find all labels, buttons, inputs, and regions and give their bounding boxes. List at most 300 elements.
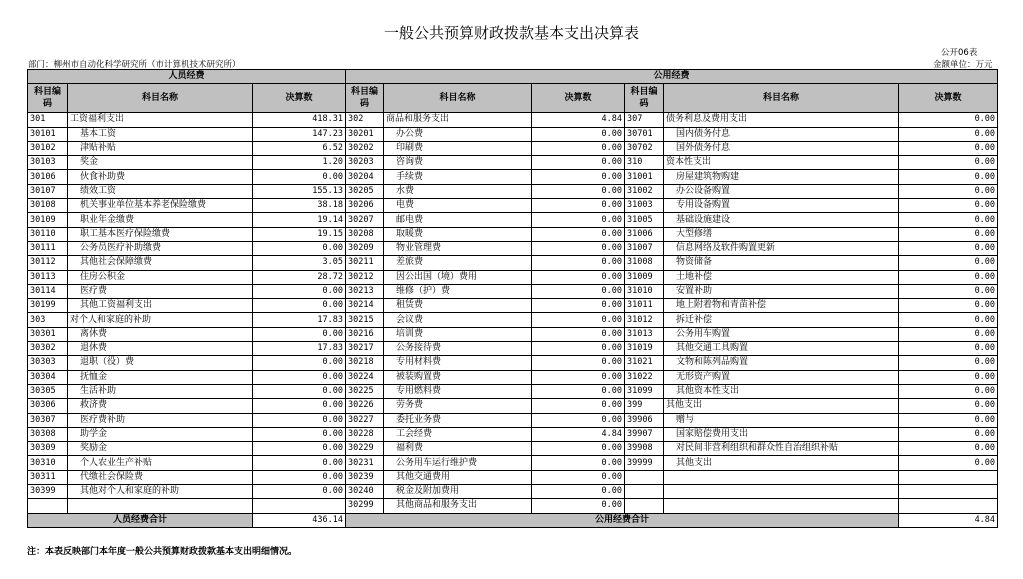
personnel-section-header: 人员经费 [28,70,346,84]
public-goods-amount-cell: 0.00 [532,499,625,513]
personnel-name-cell: 生活补助 [68,384,253,398]
personnel-amount-cell: 0.00 [253,241,346,255]
personnel-amount-cell: 0.00 [253,413,346,427]
public-other-name-cell: 对民间非营利组织和群众性自治组织补贴 [664,442,899,456]
public-other-name-cell: 公务用车购置 [664,327,899,341]
personnel-name-cell: 退职（役）费 [68,356,253,370]
personnel-total-value: 436.14 [253,513,346,527]
public-other-name-cell: 资本性支出 [664,156,899,170]
personnel-name-cell: 代缴社会保险费 [68,470,253,484]
personnel-name-cell: 其他工资福利支出 [68,299,253,313]
public-other-amount-cell: 0.00 [899,127,998,141]
public-goods-name-cell: 租赁费 [384,299,532,313]
public-goods-name-cell: 办公费 [384,127,532,141]
personnel-code-cell: 30305 [28,384,68,398]
public-other-name-cell [664,485,899,499]
public-goods-code-cell: 30225 [346,384,384,398]
public-other-code-cell: 39907 [625,427,664,441]
table-row [28,399,998,413]
public-goods-amount-cell: 0.00 [532,399,625,413]
personnel-amount-cell: 155.13 [253,184,346,198]
personnel-amount-cell [253,499,346,513]
public-goods-name-cell: 工会经费 [384,427,532,441]
personnel-name-cell: 奖金 [68,156,253,170]
public-goods-amount-cell: 0.00 [532,442,625,456]
public-goods-amount-cell: 0.00 [532,156,625,170]
personnel-code-cell: 30108 [28,199,68,213]
public-other-name-cell: 文物和陈列品购置 [664,356,899,370]
department-label: 部门：柳州市自动化科学研究所（市计算机技术研究所） [28,60,241,70]
personnel-code-cell: 30311 [28,470,68,484]
personnel-name-cell: 职工基本医疗保险缴费 [68,227,253,241]
personnel-code-cell: 30110 [28,227,68,241]
personnel-amount-cell: 1.20 [253,156,346,170]
public-other-amount-cell: 0.00 [899,299,998,313]
public-goods-code-cell: 30217 [346,342,384,356]
personnel-code-cell: 30109 [28,213,68,227]
public-other-code-cell [625,485,664,499]
col-amount-header: 决算数 [899,84,998,113]
personnel-amount-cell: 17.83 [253,313,346,327]
personnel-name-cell: 绩效工资 [68,184,253,198]
public-other-code-cell: 31003 [625,199,664,213]
personnel-code-cell: 30399 [28,485,68,499]
personnel-amount-cell: 0.00 [253,427,346,441]
personnel-amount-cell: 0.00 [253,485,346,499]
personnel-code-cell: 30301 [28,327,68,341]
table-row [28,327,998,341]
personnel-amount-cell: 147.23 [253,127,346,141]
col-amount-header: 决算数 [532,84,625,113]
public-goods-code-cell: 30227 [346,413,384,427]
public-other-amount-cell: 0.00 [899,384,998,398]
personnel-code-cell: 30303 [28,356,68,370]
public-other-code-cell: 31019 [625,342,664,356]
table-row [28,184,998,198]
personnel-amount-cell: 0.00 [253,399,346,413]
col-amount-header: 决算数 [253,84,346,113]
personnel-code-cell: 301 [28,113,68,127]
personnel-name-cell: 抚恤金 [68,370,253,384]
public-goods-name-cell: 商品和服务支出 [384,113,532,127]
table-row [28,413,998,427]
public-goods-code-cell: 30215 [346,313,384,327]
public-other-amount-cell: 0.00 [899,141,998,155]
personnel-amount-cell: 0.00 [253,356,346,370]
public-goods-code-cell: 30209 [346,241,384,255]
public-goods-amount-cell: 0.00 [532,370,625,384]
public-other-code-cell: 39908 [625,442,664,456]
public-goods-code-cell: 30207 [346,213,384,227]
public-goods-amount-cell: 0.00 [532,470,625,484]
col-name-header: 科目名称 [384,84,532,113]
public-goods-amount-cell: 0.00 [532,299,625,313]
personnel-name-cell: 工资福利支出 [68,113,253,127]
public-other-name-cell: 其他交通工具购置 [664,342,899,356]
public-other-amount-cell: 0.00 [899,284,998,298]
public-goods-code-cell: 30224 [346,370,384,384]
table-row [28,113,998,127]
personnel-code-cell [28,499,68,513]
col-code-header: 科目编码 [346,84,384,113]
table-row [28,256,998,270]
public-goods-amount-cell: 0.00 [532,313,625,327]
public-other-code-cell: 31021 [625,356,664,370]
public-other-name-cell: 土地补偿 [664,270,899,284]
personnel-name-cell: 职业年金缴费 [68,213,253,227]
public-goods-name-cell: 差旅费 [384,256,532,270]
personnel-amount-cell: 6.52 [253,141,346,155]
public-goods-amount-cell: 0.00 [532,342,625,356]
public-other-amount-cell: 0.00 [899,270,998,284]
public-goods-code-cell: 30208 [346,227,384,241]
public-goods-amount-cell: 0.00 [532,256,625,270]
public-other-code-cell: 31006 [625,227,664,241]
public-goods-code-cell: 30228 [346,427,384,441]
public-goods-code-cell: 30211 [346,256,384,270]
public-goods-code-cell: 30204 [346,170,384,184]
public-goods-name-cell: 水费 [384,184,532,198]
personnel-code-cell: 30309 [28,442,68,456]
public-other-code-cell: 31005 [625,213,664,227]
public-goods-amount-cell: 0.00 [532,170,625,184]
public-goods-code-cell: 30214 [346,299,384,313]
public-goods-amount-cell: 0.00 [532,356,625,370]
public-goods-name-cell: 公务用车运行维护费 [384,456,532,470]
public-other-name-cell [664,470,899,484]
personnel-code-cell: 30306 [28,399,68,413]
public-other-amount-cell: 0.00 [899,241,998,255]
public-other-code-cell: 31010 [625,284,664,298]
public-goods-code-cell: 30202 [346,141,384,155]
col-code-header: 科目编码 [625,84,664,113]
public-other-amount-cell: 0.00 [899,113,998,127]
public-goods-amount-cell: 0.00 [532,184,625,198]
public-goods-amount-cell: 0.00 [532,141,625,155]
public-goods-name-cell: 委托业务费 [384,413,532,427]
personnel-name-cell: 医疗费补助 [68,413,253,427]
public-goods-code-cell: 302 [346,113,384,127]
table-row [28,370,998,384]
personnel-code-cell: 30304 [28,370,68,384]
col-name-header: 科目名称 [664,84,899,113]
public-other-amount-cell: 0.00 [899,356,998,370]
public-goods-amount-cell: 0.00 [532,327,625,341]
personnel-name-cell: 离休费 [68,327,253,341]
public-other-name-cell: 赠与 [664,413,899,427]
personnel-code-cell: 30106 [28,170,68,184]
public-goods-name-cell: 培训费 [384,327,532,341]
footnote: 注：本表反映部门本年度一般公共预算财政拨款基本支出明细情况。 [27,547,298,557]
personnel-name-cell: 退休费 [68,342,253,356]
table-row [28,213,998,227]
table-row [28,499,998,513]
public-other-amount-cell: 0.00 [899,456,998,470]
personnel-name-cell: 基本工资 [68,127,253,141]
personnel-amount-cell: 0.00 [253,170,346,184]
expenditure-table [27,69,998,528]
public-goods-code-cell: 30205 [346,184,384,198]
public-other-code-cell: 31009 [625,270,664,284]
public-goods-name-cell: 被装购置费 [384,370,532,384]
personnel-amount-cell: 0.00 [253,442,346,456]
public-goods-name-cell: 税金及附加费用 [384,485,532,499]
personnel-name-cell: 公务员医疗补助缴费 [68,241,253,255]
public-total-value: 4.84 [899,513,998,527]
public-other-name-cell: 地上附着物和青苗补偿 [664,299,899,313]
personnel-amount-cell: 19.15 [253,227,346,241]
public-other-amount-cell: 0.00 [899,170,998,184]
personnel-code-cell: 30308 [28,427,68,441]
public-goods-code-cell: 30218 [346,356,384,370]
public-other-amount-cell: 0.00 [899,342,998,356]
public-goods-name-cell: 维修（护）费 [384,284,532,298]
public-other-amount-cell: 0.00 [899,213,998,227]
public-goods-code-cell: 30203 [346,156,384,170]
public-other-code-cell [625,470,664,484]
public-goods-name-cell: 印刷费 [384,141,532,155]
table-row [28,384,998,398]
personnel-amount-cell: 17.83 [253,342,346,356]
personnel-code-cell: 30199 [28,299,68,313]
public-other-name-cell: 大型修缮 [664,227,899,241]
public-goods-amount-cell: 0.00 [532,384,625,398]
public-total-label: 公用经费合计 [346,513,899,527]
table-row [28,485,998,499]
personnel-code-cell: 30102 [28,141,68,155]
personnel-code-cell: 30302 [28,342,68,356]
table-row [28,356,998,370]
public-goods-amount-cell: 0.00 [532,456,625,470]
personnel-name-cell: 其他对个人和家庭的补助 [68,485,253,499]
personnel-amount-cell: 0.00 [253,327,346,341]
public-other-name-cell: 办公设备购置 [664,184,899,198]
personnel-name-cell: 个人农业生产补贴 [68,456,253,470]
public-other-code-cell: 307 [625,113,664,127]
personnel-amount-cell: 0.00 [253,470,346,484]
public-goods-amount-cell: 0.00 [532,227,625,241]
table-row [28,313,998,327]
personnel-amount-cell: 19.14 [253,213,346,227]
public-other-name-cell [664,499,899,513]
page-title: 一般公共预算财政拨款基本支出决算表 [383,24,639,42]
public-other-amount-cell: 0.00 [899,256,998,270]
public-goods-code-cell: 30201 [346,127,384,141]
public-goods-code-cell: 30212 [346,270,384,284]
public-goods-name-cell: 咨询费 [384,156,532,170]
public-goods-amount-cell: 0.00 [532,213,625,227]
personnel-code-cell: 30111 [28,241,68,255]
public-other-amount-cell: 0.00 [899,156,998,170]
personnel-code-cell: 30112 [28,256,68,270]
public-goods-amount-cell: 0.00 [532,413,625,427]
public-other-code-cell: 31011 [625,299,664,313]
public-other-name-cell: 其他资本性支出 [664,384,899,398]
personnel-name-cell: 伙食补助费 [68,170,253,184]
public-goods-name-cell: 取暖费 [384,227,532,241]
table-row [28,342,998,356]
public-goods-code-cell: 30226 [346,399,384,413]
public-other-amount-cell: 0.00 [899,427,998,441]
personnel-amount-cell: 0.00 [253,299,346,313]
public-goods-name-cell: 手续费 [384,170,532,184]
public-other-name-cell: 其他支出 [664,399,899,413]
public-goods-name-cell: 劳务费 [384,399,532,413]
public-other-code-cell: 31001 [625,170,664,184]
table-row [28,470,998,484]
public-goods-amount-cell: 4.84 [532,113,625,127]
public-other-amount-cell [899,485,998,499]
public-other-amount-cell: 0.00 [899,184,998,198]
public-other-code-cell: 31002 [625,184,664,198]
personnel-code-cell: 30310 [28,456,68,470]
public-goods-name-cell: 其他交通费用 [384,470,532,484]
public-other-amount-cell: 0.00 [899,413,998,427]
table-row [28,170,998,184]
personnel-amount-cell: 0.00 [253,284,346,298]
public-other-code-cell: 31013 [625,327,664,341]
public-other-name-cell: 国内债务付息 [664,127,899,141]
public-other-code-cell: 31012 [625,313,664,327]
personnel-amount-cell: 3.05 [253,256,346,270]
public-goods-name-cell: 因公出国（境）费用 [384,270,532,284]
table-row [28,199,998,213]
public-goods-name-cell: 公务接待费 [384,342,532,356]
table-row [28,284,998,298]
public-other-name-cell: 债务利息及费用支出 [664,113,899,127]
personnel-name-cell: 津贴补贴 [68,141,253,155]
public-other-name-cell: 信息网络及软件购置更新 [664,241,899,255]
public-other-amount-cell [899,470,998,484]
public-other-amount-cell: 0.00 [899,313,998,327]
table-row [28,456,998,470]
public-goods-code-cell: 30213 [346,284,384,298]
public-goods-code-cell: 30240 [346,485,384,499]
personnel-name-cell: 奖励金 [68,442,253,456]
personnel-amount-cell: 0.00 [253,384,346,398]
public-other-name-cell: 无形资产购置 [664,370,899,384]
public-goods-name-cell: 其他商品和服务支出 [384,499,532,513]
public-other-name-cell: 房屋建筑物购建 [664,170,899,184]
public-other-code-cell: 31022 [625,370,664,384]
table-row [28,127,998,141]
personnel-amount-cell: 0.00 [253,370,346,384]
public-other-code-cell: 30702 [625,141,664,155]
personnel-name-cell: 机关事业单位基本养老保险缴费 [68,199,253,213]
unit-label: 金额单位：万元 [933,60,993,70]
public-other-amount-cell: 0.00 [899,442,998,456]
public-other-name-cell: 基础设施建设 [664,213,899,227]
public-section-header: 公用经费 [346,70,998,84]
table-row [28,241,998,255]
public-goods-code-cell: 30206 [346,199,384,213]
personnel-amount-cell: 418.31 [253,113,346,127]
personnel-name-cell: 救济费 [68,399,253,413]
public-goods-name-cell: 福利费 [384,442,532,456]
public-other-name-cell: 拆迁补偿 [664,313,899,327]
personnel-code-cell: 30114 [28,284,68,298]
personnel-code-cell: 30107 [28,184,68,198]
public-goods-code-cell: 30299 [346,499,384,513]
public-other-amount-cell: 0.00 [899,227,998,241]
public-goods-amount-cell: 0.00 [532,284,625,298]
form-code: 公开06表 [941,48,978,58]
col-code-header: 科目编码 [28,84,68,113]
public-other-amount-cell: 0.00 [899,399,998,413]
table-row [28,427,998,441]
public-other-name-cell: 物资储备 [664,256,899,270]
public-other-code-cell [625,499,664,513]
personnel-name-cell: 对个人和家庭的补助 [68,313,253,327]
public-other-amount-cell [899,499,998,513]
personnel-code-cell: 30307 [28,413,68,427]
personnel-name-cell: 助学金 [68,427,253,441]
public-other-code-cell: 31099 [625,384,664,398]
public-other-amount-cell: 0.00 [899,199,998,213]
public-other-name-cell: 专用设备购置 [664,199,899,213]
public-other-name-cell: 国家赔偿费用支出 [664,427,899,441]
personnel-amount-cell: 0.00 [253,456,346,470]
public-goods-amount-cell: 4.84 [532,427,625,441]
public-other-code-cell: 310 [625,156,664,170]
personnel-name-cell: 医疗费 [68,284,253,298]
personnel-code-cell: 303 [28,313,68,327]
personnel-amount-cell: 28.72 [253,270,346,284]
personnel-amount-cell: 38.18 [253,199,346,213]
personnel-code-cell: 30103 [28,156,68,170]
table-row [28,227,998,241]
table-row [28,270,998,284]
public-goods-code-cell: 30216 [346,327,384,341]
public-goods-amount-cell: 0.00 [532,485,625,499]
public-goods-amount-cell: 0.00 [532,127,625,141]
public-goods-name-cell: 物业管理费 [384,241,532,255]
public-goods-code-cell: 30231 [346,456,384,470]
personnel-code-cell: 30101 [28,127,68,141]
public-other-code-cell: 399 [625,399,664,413]
public-other-name-cell: 国外债务付息 [664,141,899,155]
public-goods-code-cell: 30229 [346,442,384,456]
public-other-code-cell: 31008 [625,256,664,270]
personnel-code-cell: 30113 [28,270,68,284]
public-goods-amount-cell: 0.00 [532,199,625,213]
personnel-name-cell: 其他社会保障缴费 [68,256,253,270]
public-other-name-cell: 其他支出 [664,456,899,470]
public-goods-name-cell: 专用材料费 [384,356,532,370]
public-goods-name-cell: 电费 [384,199,532,213]
public-other-code-cell: 39906 [625,413,664,427]
public-goods-name-cell: 会议费 [384,313,532,327]
personnel-total-label: 人员经费合计 [28,513,253,527]
public-other-code-cell: 31007 [625,241,664,255]
public-other-name-cell: 安置补助 [664,284,899,298]
table-row [28,156,998,170]
table-row [28,442,998,456]
public-goods-amount-cell: 0.00 [532,270,625,284]
public-other-code-cell: 39999 [625,456,664,470]
public-other-amount-cell: 0.00 [899,370,998,384]
col-name-header: 科目名称 [68,84,253,113]
table-row [28,141,998,155]
public-goods-amount-cell: 0.00 [532,241,625,255]
table-row [28,299,998,313]
personnel-name-cell [68,499,253,513]
public-other-amount-cell: 0.00 [899,327,998,341]
public-goods-name-cell: 专用燃料费 [384,384,532,398]
personnel-name-cell: 住房公积金 [68,270,253,284]
public-other-code-cell: 30701 [625,127,664,141]
public-goods-name-cell: 邮电费 [384,213,532,227]
